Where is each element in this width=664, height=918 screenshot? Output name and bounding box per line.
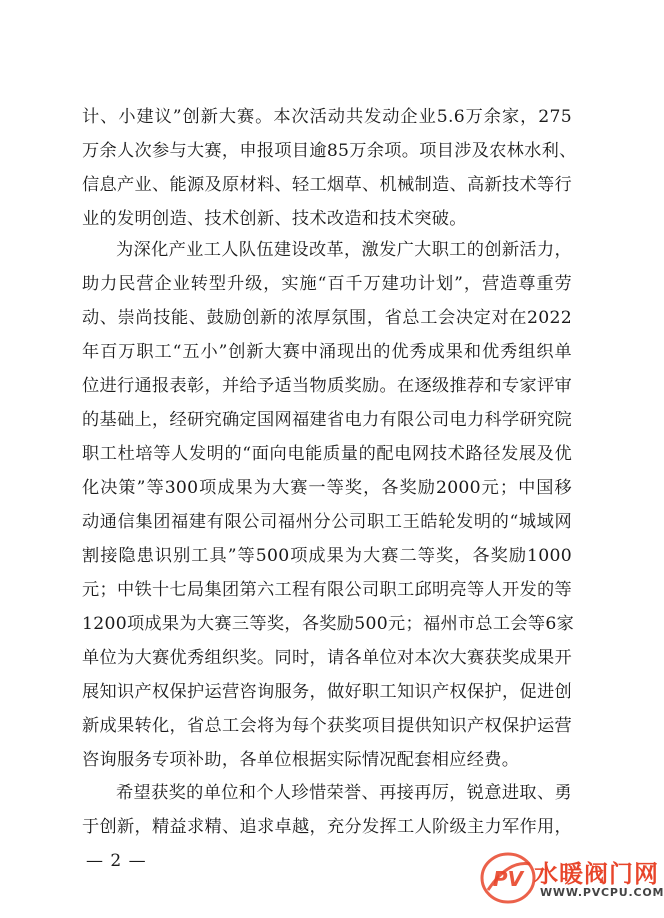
page-number: — 2 — <box>86 851 147 871</box>
watermark-title: 水暖阀门网 <box>534 860 659 888</box>
text-line: 化决策”等300项成果为大赛一等奖，各奖励2000元；中国移 <box>82 478 572 498</box>
text-line: 助力民营企业转型升级，实施“百千万建功计划”，营造尊重劳 <box>82 274 572 294</box>
text-line: 万余人次参与大赛，申报项目逾85万余项。项目涉及农林水利、 <box>82 141 577 161</box>
text-line: 1200项成果为大赛三等奖，各奖励500元；福州市总工会等6家 <box>82 614 575 634</box>
text-line: 展知识产权保护运营咨询服务，做好职工知识产权保护，促进创 <box>82 682 572 702</box>
text-line: 割接隐患识别工具”等500项成果为大赛二等奖，各奖励1000 <box>82 546 572 566</box>
watermark-logo <box>478 850 538 906</box>
text-line: 位进行通报表彰，并给予适当物质奖励。在逐级推荐和专家评审 <box>82 376 572 396</box>
text-line: 单位为大赛优秀组织奖。同时，请各单位对本次大赛获奖成果开 <box>82 648 572 668</box>
watermark-url: WWW.PVCPU.COM <box>540 886 664 899</box>
text-line: 计、小建议”创新大赛。本次活动共发动企业5.6万余家，275 <box>82 107 572 127</box>
text-line: 年百万职工“五小”创新大赛中涌现出的优秀成果和优秀组织单 <box>82 342 572 362</box>
text-line: 于创新，精益求精、追求卓越，充分发挥工人阶级主力军作用， <box>82 817 572 837</box>
text-line: 新成果转化，省总工会将为每个获奖项目提供知识产权保护运营 <box>82 716 572 736</box>
text-line: 希望获奖的单位和个人珍惜荣誉、再接再厉，锐意进取、勇 <box>116 783 572 803</box>
text-line: 职工杜培等人发明的“面向电能质量的配电网技术路径发展及优 <box>82 444 572 464</box>
watermark-logo-letters: PV <box>492 867 524 891</box>
text-line: 元；中铁十七局集团第六工程有限公司职工邱明亮等人开发的等 <box>82 580 572 600</box>
text-line: 动、崇尚技能、鼓励创新的浓厚氛围，省总工会决定对在2022 <box>82 308 572 328</box>
text-line: 信息产业、能源及原材料、轻工烟草、机械制造、高新技术等行 <box>82 175 572 195</box>
text-line: 为深化产业工人队伍建设改革，激发广大职工的创新活力， <box>116 240 572 260</box>
text-line: 的基础上，经研究确定国网福建省电力有限公司电力科学研究院 <box>82 410 572 430</box>
text-line: 动通信集团福建有限公司福州分公司职工王皓轮发明的“城域网 <box>82 512 572 532</box>
text-line: 业的发明创造、技术创新、技术改造和技术突破。 <box>82 209 467 229</box>
text-line: 咨询服务专项补助，各单位根据实际情况配套相应经费。 <box>82 750 520 770</box>
